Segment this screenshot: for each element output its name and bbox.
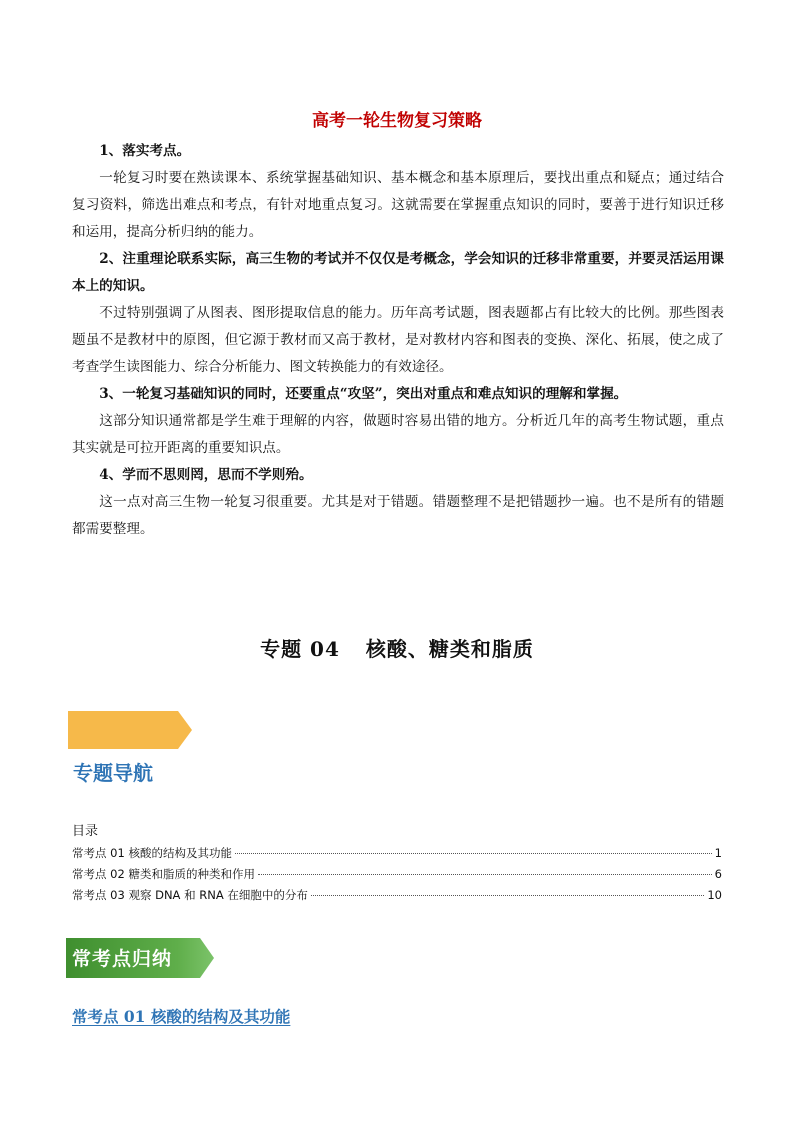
paragraph-3: 2、注重理论联系实际，高三生物的考试并不仅仅是考概念，学会知识的迁移非常重要，并要灵活运用课本上的知识。 xyxy=(72,251,724,294)
topic-title xyxy=(0,633,794,662)
toc-item-label: 常考点 01 核酸的结构及其功能 xyxy=(72,846,232,860)
paragraph-6: 这部分知识通常都是学生难于理解的内容，做题时容易出错的地方。分析近几年的高考生物试题，重点其实就是可拉开距离的重要知识点。 xyxy=(72,413,724,456)
page-title: 高考一轮生物复习策略 xyxy=(312,111,482,131)
toc-leader-dots xyxy=(258,874,712,875)
toc-item-label: 常考点 03 观察 DNA 和 RNA 在细胞中的分布 xyxy=(72,888,308,902)
paragraph-4: 不过特别强调了从图表、图形提取信息的能力。历年高考试题，图表题都占有比较大的比例。那些图表题虽不是教材中的原图，但它源于教材而又高于教材，是对教材内容和图表的变换、深化、拓展，使之成了考查学生读图能力、综合分析能力、图文转换能力的有效途径。 xyxy=(72,305,724,375)
nav-tab-shape xyxy=(66,711,192,749)
paragraph-2: 一轮复习时要在熟读课本、系统掌握基础知识、基本概念和基本原理后，要找出重点和疑点；通过结合复习资料，筛选出难点和考点，有针对地重点复习。这就需要在掌握重点知识的同时，要善于进行知识迁移和运用，提高分析归纳的能力。 xyxy=(72,170,724,240)
toc-item-label: 常考点 02 糖类和脂质的种类和作用 xyxy=(72,867,255,881)
paragraph-7: 4、学而不思则罔，思而不学则殆。 xyxy=(99,467,313,483)
sub-heading-link[interactable]: 常考点 01 核酸的结构及其功能 xyxy=(72,1007,291,1026)
topic-name: 核酸、糖类和脂质 xyxy=(365,637,534,661)
nav-title: 专题导航 xyxy=(73,761,153,785)
topic-number: 专题 04 xyxy=(260,637,340,661)
toc-item[interactable] xyxy=(72,887,722,908)
paragraph-5: 3、一轮复习基础知识的同时，还要重点“攻坚”，突出对重点和难点知识的理解和掌握。 xyxy=(99,386,628,402)
toc-item[interactable] xyxy=(72,845,722,866)
table-of-contents xyxy=(72,845,722,908)
toc-item-page: 10 xyxy=(707,888,722,902)
strategy-body xyxy=(72,138,724,543)
toc-item[interactable] xyxy=(72,866,722,887)
section-banner-label: 常考点归纳 xyxy=(72,948,173,970)
toc-item-page: 6 xyxy=(714,867,722,881)
toc-item-page: 1 xyxy=(714,846,722,860)
toc-heading: 目录 xyxy=(72,824,99,839)
paragraph-1: 1、落实考点。 xyxy=(99,143,191,159)
paragraph-8: 这一点对高三生物一轮复习很重要。尤其是对于错题。错题整理不是把错题抄一遍。也不是所有的错题都需要整理。 xyxy=(72,494,724,537)
toc-leader-dots xyxy=(235,853,712,854)
toc-leader-dots xyxy=(311,895,705,896)
